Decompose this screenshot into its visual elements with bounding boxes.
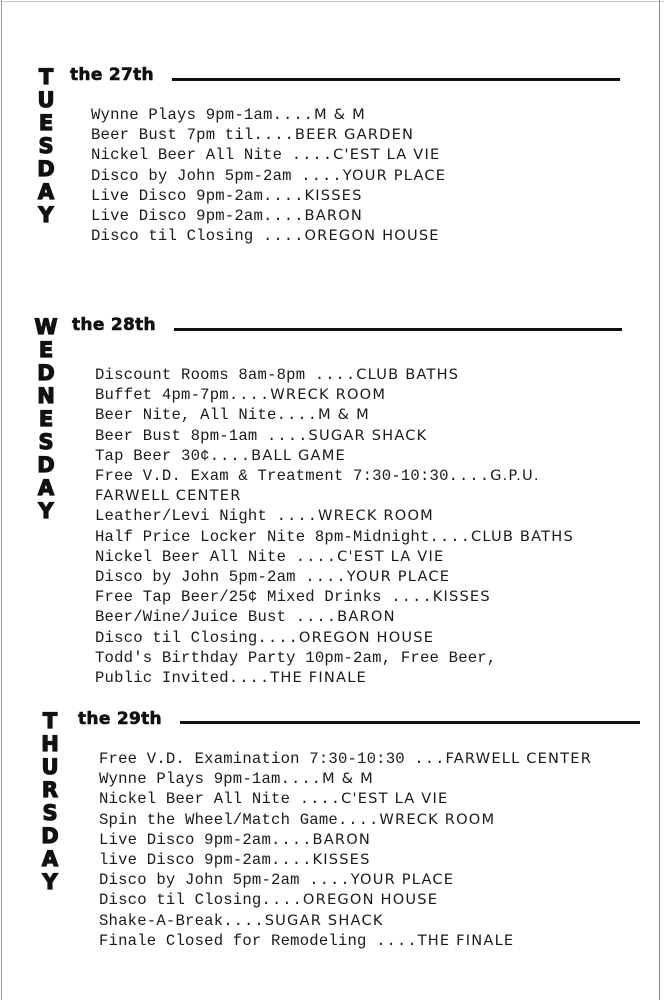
dot-leader: ....	[276, 507, 319, 526]
event-item	[99, 789, 592, 809]
event-description: Beer/Wine/Juice Bust	[95, 608, 296, 627]
event-description: Nickel Beer All Nite	[91, 146, 292, 165]
dot-leader: ....	[228, 669, 271, 688]
event-item	[95, 506, 574, 526]
venue-name: SUGAR SHACK	[264, 911, 384, 929]
day-letter: T	[42, 709, 58, 733]
event-description: Leather/Levi Night	[95, 507, 277, 526]
event-description: Wynne Plays 9pm-1am	[99, 770, 281, 789]
event-item	[95, 648, 574, 668]
event-item	[95, 365, 574, 385]
event-item	[91, 125, 446, 145]
event-description: Live Disco 9pm-2am	[99, 830, 272, 849]
event-description: Disco til Closing	[95, 628, 258, 647]
event-item	[95, 607, 574, 627]
date-heading: the 29th	[78, 709, 162, 729]
event-item	[99, 810, 592, 830]
dot-leader: ....	[228, 386, 271, 405]
day-letter: D	[41, 824, 59, 848]
dot-leader: ....	[448, 467, 491, 486]
event-list	[91, 105, 446, 246]
event-item	[95, 446, 574, 466]
dot-leader: ....	[276, 406, 319, 425]
heading-rule	[174, 328, 622, 331]
event-description: Live Disco 9pm-2am	[91, 207, 264, 226]
event-description: Disco til Closing	[91, 227, 264, 246]
venue-name: OREGON HOUSE	[304, 227, 440, 245]
day-letter: H	[41, 732, 59, 756]
venue-name: YOUR PLACE	[346, 568, 451, 586]
venue-name: BARON	[304, 207, 364, 225]
dot-leader: ....	[429, 527, 471, 546]
venue-name: FARWELL CENTER	[445, 750, 593, 767]
venue-name: CLUB BATHS	[470, 527, 574, 545]
event-description: Wynne Plays 9pm-1am	[91, 106, 273, 124]
venue-name: THE FINALE	[417, 931, 515, 949]
event-description: Disco by John 5pm-2am	[95, 568, 306, 587]
day-letter: R	[41, 778, 59, 802]
event-item	[91, 105, 446, 125]
event-description: Disco by John 5pm-2am	[99, 871, 310, 890]
day-letter: Y	[42, 870, 58, 894]
dot-leader: ....	[337, 810, 380, 829]
venue-name: FARWELL CENTER	[95, 487, 242, 505]
day-name-vertical	[38, 710, 62, 894]
event-description: Nickel Beer All Nite	[95, 547, 296, 566]
venue-name: OREGON HOUSE	[302, 891, 439, 909]
venue-name: M & M	[318, 406, 370, 424]
dot-leader: ....	[291, 146, 334, 165]
venue-name: THE FINALE	[270, 669, 367, 687]
event-item	[91, 145, 446, 165]
event-item	[91, 206, 446, 226]
event-item	[99, 749, 592, 769]
venue-name: C'EST LA VIE	[337, 547, 445, 565]
dot-leader: ....	[295, 608, 338, 627]
day-letter: Y	[38, 203, 54, 227]
dot-leader: ....	[305, 568, 347, 587]
dot-leader: ....	[261, 891, 303, 910]
venue-name: BALL GAME	[251, 446, 346, 464]
venue-name: BARON	[337, 608, 396, 626]
event-description: Beer Bust 8pm-1am	[95, 426, 268, 445]
dot-leader: ....	[263, 227, 305, 246]
venue-name: C'EST LA VIE	[333, 146, 441, 164]
event-item	[95, 405, 574, 425]
event-item	[95, 466, 574, 486]
day-letter: N	[37, 384, 55, 408]
dot-leader: ....	[309, 871, 351, 890]
venue-name: KISSES	[304, 186, 363, 204]
event-item	[91, 226, 446, 246]
venue-name: WRECK ROOM	[270, 386, 387, 404]
dot-leader: ....	[295, 547, 338, 566]
venue-name: BEER GARDEN	[294, 126, 415, 144]
day-letter: D	[37, 157, 55, 181]
event-item	[95, 587, 574, 607]
page-border-left	[1, 0, 2, 1000]
day-name-vertical	[34, 316, 58, 523]
event-item	[95, 547, 574, 567]
day-letter: E	[38, 338, 54, 362]
day-letter: Y	[38, 499, 54, 523]
dot-leader: ....	[267, 426, 309, 445]
heading-rule	[172, 78, 620, 81]
venue-name: WRECK ROOM	[318, 507, 434, 525]
day-letter: S	[38, 134, 54, 158]
dot-leader: ....	[223, 911, 265, 930]
event-description: Todd's Birthday Party 10pm-2am, Free Beer,	[95, 648, 497, 667]
event-description: Free Tap Beer/25¢ Mixed Drinks	[95, 588, 392, 607]
page-border-top	[0, 1, 664, 2]
event-description: Discount Rooms 8am-8pm	[95, 366, 315, 384]
date-heading: the 28th	[72, 315, 156, 335]
dot-leader: ....	[299, 790, 342, 809]
event-item	[95, 527, 574, 547]
event-description: Disco by John 5pm-2am	[91, 166, 302, 185]
day-letter: U	[41, 755, 59, 779]
dot-leader: ....	[272, 106, 315, 124]
event-list	[99, 749, 592, 951]
dot-leader: ....	[209, 446, 252, 465]
event-item	[95, 567, 574, 587]
dot-leader: ....	[263, 186, 305, 205]
dot-leader: ....	[253, 126, 295, 145]
heading-rule	[180, 721, 640, 724]
day-letter: D	[37, 361, 55, 385]
event-item	[99, 911, 592, 931]
venue-name: YOUR PLACE	[350, 871, 455, 889]
day-letter: A	[37, 476, 55, 500]
day-letter: E	[38, 407, 54, 431]
dot-leader: ....	[301, 166, 343, 185]
event-description: Spin the Wheel/Match Game	[99, 810, 338, 829]
venue-name: KISSES	[312, 851, 371, 869]
venue-name: M & M	[322, 770, 374, 788]
event-description: Finale Closed for Remodeling	[99, 931, 377, 950]
event-item	[95, 426, 574, 446]
event-description: Free V.D. Examination 7:30-10:30	[99, 750, 415, 768]
dot-leader: ....	[391, 588, 433, 607]
day-letter: S	[42, 801, 58, 825]
dot-leader: ....	[280, 770, 323, 789]
event-item	[99, 890, 592, 910]
day-letter: T	[38, 65, 54, 89]
venue-name: KISSES	[432, 588, 491, 606]
dot-leader: ....	[376, 931, 418, 950]
event-item	[99, 931, 592, 951]
dot-leader: ....	[257, 628, 299, 647]
event-description: Free V.D. Exam & Treatment 7:30-10:30	[95, 467, 449, 486]
dot-leader: ....	[263, 207, 305, 226]
day-name-vertical	[34, 66, 58, 227]
day-letter: D	[37, 453, 55, 477]
event-description: Nickel Beer All Nite	[99, 790, 300, 809]
dot-leader: ....	[271, 851, 313, 870]
event-list	[95, 365, 574, 688]
event-description: Buffet 4pm-7pm	[95, 386, 229, 405]
event-description: Beer Nite, All Nite	[95, 406, 277, 425]
day-letter: U	[37, 88, 55, 112]
event-description: Half Price Locker Nite 8pm-Midnight	[95, 527, 430, 546]
day-letter: S	[38, 430, 54, 454]
event-item	[99, 870, 592, 890]
day-letter: A	[37, 180, 55, 204]
day-letter: E	[38, 111, 54, 135]
event-description: live Disco 9pm-2am	[99, 851, 272, 870]
venue-name: C'EST LA VIE	[341, 790, 449, 808]
event-item	[95, 628, 574, 648]
event-item	[91, 166, 446, 186]
page-border-right	[659, 0, 660, 1000]
event-description: Beer Bust 7pm til	[91, 126, 254, 145]
venue-name: G.P.U.	[490, 467, 540, 485]
dot-leader: ....	[314, 366, 357, 384]
event-item	[99, 769, 592, 789]
event-description: Tap Beer 30¢	[95, 446, 210, 465]
dot-leader: ...	[414, 750, 446, 768]
venue-name: WRECK ROOM	[379, 810, 496, 828]
venue-name: SUGAR SHACK	[308, 426, 428, 444]
venue-name: CLUB BATHS	[356, 366, 460, 383]
venue-name: BARON	[312, 830, 372, 848]
day-letter: W	[34, 315, 58, 339]
event-item	[95, 486, 574, 506]
day-letter: A	[41, 847, 59, 871]
venue-name: M & M	[314, 106, 366, 123]
event-description: Live Disco 9pm-2am	[91, 186, 264, 205]
event-item	[99, 850, 592, 870]
event-item	[91, 186, 446, 206]
venue-name: OREGON HOUSE	[298, 628, 435, 646]
event-item	[95, 385, 574, 405]
event-description: Disco til Closing	[99, 891, 262, 910]
event-description: Shake-A-Break	[99, 911, 224, 930]
date-heading: the 27th	[70, 65, 154, 85]
venue-name: YOUR PLACE	[342, 166, 447, 184]
event-item	[95, 668, 574, 688]
event-item	[99, 830, 592, 850]
event-description: Public Invited	[95, 669, 229, 688]
dot-leader: ....	[271, 830, 313, 849]
